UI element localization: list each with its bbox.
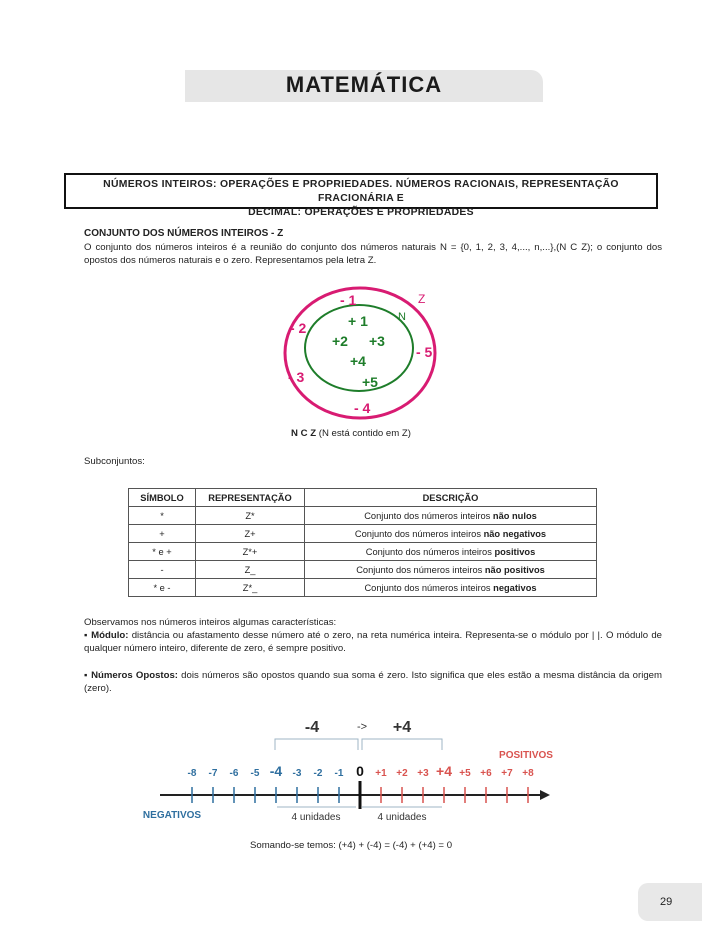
negative-tick-label: -8 — [187, 768, 197, 779]
venn-caption — [0, 428, 702, 439]
venn-caption-bold: N C Z — [291, 428, 317, 439]
table-cell-representation: Z* — [196, 507, 305, 525]
left-units-label: 4 unidades — [291, 812, 341, 823]
venn-outer-number: - 2 — [290, 320, 307, 336]
table-header: SÍMBOLO — [129, 489, 196, 507]
number-line — [140, 710, 560, 830]
number-line-arrow-label: -> — [356, 721, 368, 733]
page-title: MATEMÁTICA — [285, 72, 443, 97]
venn-diagram — [282, 283, 442, 423]
positive-tick-label: +2 — [396, 768, 408, 779]
number-line-top-right: +4 — [392, 719, 412, 736]
subsets-label: Subconjuntos: — [84, 456, 145, 467]
table-cell-representation: Z*+ — [196, 543, 305, 561]
venn-inner-number: + 1 — [348, 313, 368, 329]
venn-inner-number: +4 — [350, 353, 366, 369]
table-row — [129, 561, 597, 579]
negative-tick-label: -6 — [229, 768, 239, 779]
modulo-label: ▪ Módulo: — [84, 630, 129, 641]
positive-tick-label: +8 — [522, 768, 534, 779]
intro-paragraph — [84, 241, 662, 267]
table-cell-description: Conjunto dos números inteiros positivos — [305, 543, 597, 561]
table-cell-representation: Z_ — [196, 561, 305, 579]
positive-tick-label: +1 — [375, 768, 387, 779]
venn-n-label: N — [398, 311, 406, 323]
venn-outer-number: - 4 — [354, 400, 371, 416]
positive-tick-label: +4 — [436, 763, 452, 779]
modulo-text: distância ou afastamento desse número até o zero, na reta numérica inteira. Representa-se o módulo por | |. O módulo de qualquer número inteiro, diferente de zero, é sempre positivo. — [84, 630, 662, 654]
table-cell-symbol: * — [129, 507, 196, 525]
zero-label: 0 — [356, 763, 364, 779]
table-row — [129, 507, 597, 525]
characteristics-intro: Observamos nos números inteiros algumas características: — [84, 617, 337, 628]
table-cell-symbol: - — [129, 561, 196, 579]
table-cell-symbol: + — [129, 525, 196, 543]
venn-outer-number: - 5 — [416, 344, 433, 360]
table-cell-representation: Z*_ — [196, 579, 305, 597]
table-cell-description: Conjunto dos números inteiros não positivos — [305, 561, 597, 579]
opostos-paragraph — [84, 669, 662, 695]
venn-z-label: Z — [418, 292, 426, 306]
section-heading: CONJUNTO DOS NÚMEROS INTEIROS - Z — [84, 228, 284, 239]
venn-caption-text: (N está contido em Z) — [316, 428, 411, 439]
topic-line-1: NÚMEROS INTEIROS: OPERAÇÕES E PROPRIEDADES. NÚMEROS RACIONAIS, REPRESENTAÇÃO FRACIONÁRIA E — [103, 179, 619, 204]
intro-text: O conjunto dos números inteiros é a reunião do conjunto dos números naturais N = {0, 1, 2, 3, 4,..., n,...},(N C Z); o conjunto dos opostos dos números naturais e o zero. Representamos pela letra Z. — [84, 242, 662, 266]
page-number: 29 — [660, 896, 673, 908]
positive-tick-label: +6 — [480, 768, 492, 779]
table-row — [129, 525, 597, 543]
negative-tick-label: -3 — [292, 768, 302, 779]
positive-tick-label: +3 — [417, 768, 429, 779]
positive-tick-label: +5 — [459, 768, 471, 779]
subsets-table — [128, 488, 597, 597]
negative-tick-label: -2 — [313, 768, 323, 779]
negative-tick-label: -1 — [334, 768, 344, 779]
modulo-paragraph — [84, 629, 662, 655]
table-cell-description: Conjunto dos números inteiros não nulos — [305, 507, 597, 525]
venn-outer-number: - 3 — [288, 369, 305, 385]
table-cell-representation: Z+ — [196, 525, 305, 543]
table-cell-description: Conjunto dos números inteiros não negativos — [305, 525, 597, 543]
table-cell-symbol: * e - — [129, 579, 196, 597]
venn-inner-number: +2 — [332, 333, 348, 349]
right-units-label: 4 unidades — [377, 812, 427, 823]
negative-tick-label: -4 — [269, 763, 283, 779]
left-top-bracket — [275, 739, 358, 750]
table-row — [129, 579, 597, 597]
sum-text: Somando-se temos: (+4) + (-4) = (-4) + (+4) = 0 — [249, 840, 453, 851]
venn-outer-number: - 1 — [340, 292, 357, 308]
topic-box — [64, 173, 658, 218]
opostos-text: dois números são opostos quando sua soma é zero. Isto significa que eles estão a mesma distância da origem (zero). — [84, 670, 663, 694]
negative-tick-label: -5 — [250, 768, 260, 779]
topic-line-2: DECIMAL: OPERAÇÕES E PROPRIEDADES — [248, 207, 474, 218]
table-cell-description: Conjunto dos números inteiros negativos — [305, 579, 597, 597]
number-line-top-left: -4 — [304, 719, 320, 736]
right-top-bracket — [362, 739, 442, 750]
table-header: DESCRIÇÃO — [305, 489, 597, 507]
table-cell-symbol: * e + — [129, 543, 196, 561]
venn-inner-number: +3 — [369, 333, 385, 349]
table-row — [129, 543, 597, 561]
negativos-label: NEGATIVOS — [142, 810, 202, 821]
positive-tick-label: +7 — [501, 768, 513, 779]
axis-arrowhead — [540, 790, 550, 800]
table-header: REPRESENTAÇÃO — [196, 489, 305, 507]
positivos-label: POSITIVOS — [499, 750, 553, 761]
negative-tick-label: -7 — [208, 768, 218, 779]
opostos-label: ▪ Números Opostos: — [84, 670, 178, 681]
venn-inner-number: +5 — [362, 374, 378, 390]
